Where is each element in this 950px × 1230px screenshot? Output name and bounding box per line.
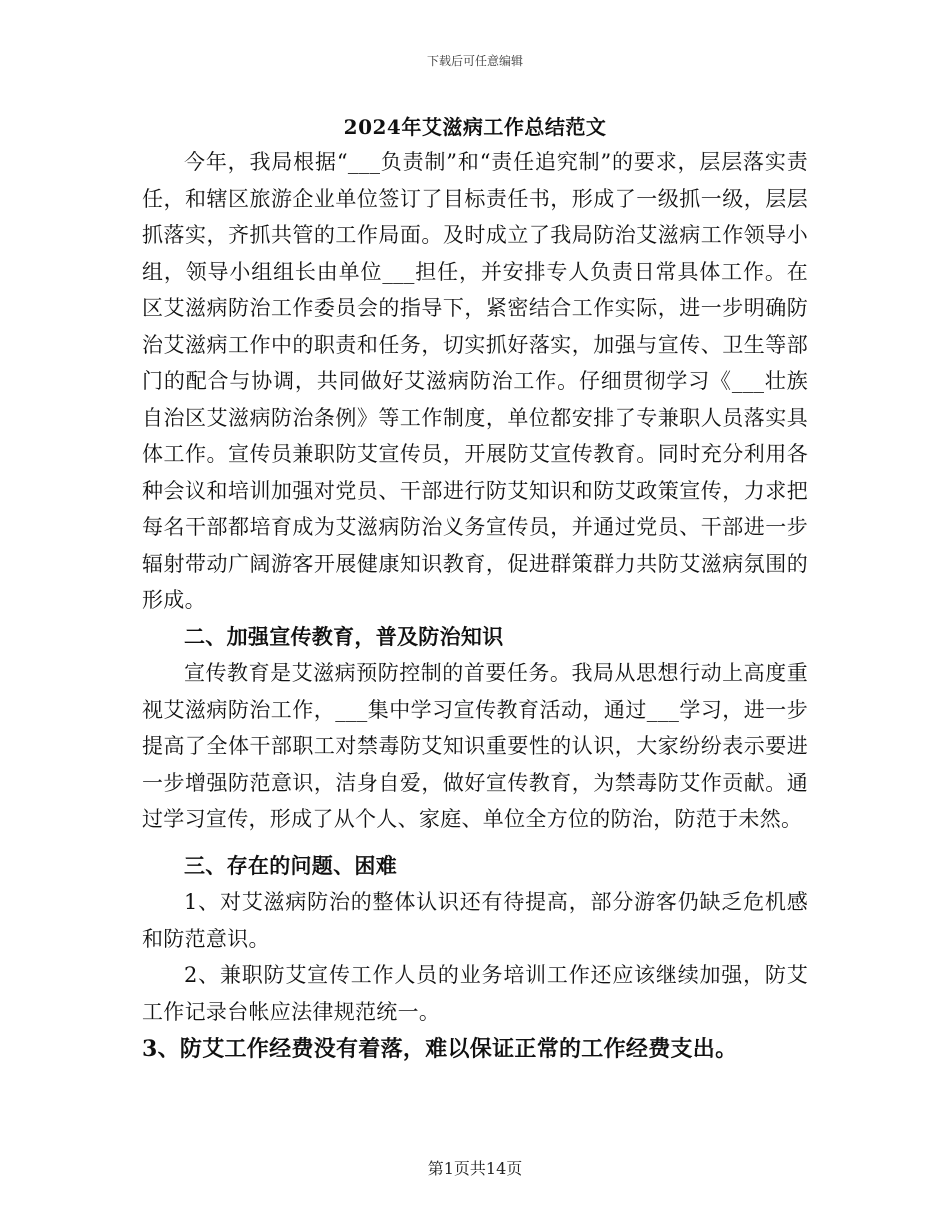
section-heading-3: 三、存在的问题、困难 <box>184 852 397 878</box>
page-footer: 第1页共14页 <box>427 1159 523 1178</box>
paragraph-problem-2: 2、兼职防艾宣传工作人员的业务培训工作还应该继续加强，防艾工作记录台帐应法律规范统一。 <box>142 963 808 1024</box>
header-note: 下载后可任意编辑 <box>426 54 523 68</box>
paragraph-education: 宣传教育是艾滋病预防控制的首要任务。我局从思想行动上高度重视艾滋病防治工作，___集中学习宣传教育活动，通过___学习，进一步提高了全体干部职工对禁毒防艾知识重要性的认识，大家纷纷表示要进一步增强防范意识，洁身自爱，做好宣传教育，为禁毒防艾作贡献。通过学习宣传，形成了从个人、家庭、单位全方位的防治，防范于未然。 <box>142 661 808 831</box>
section-heading-2: 二、加强宣传教育，普及防治知识 <box>184 623 504 649</box>
paragraph-problem-1: 1、对艾滋病防治的整体认识还有待提高，部分游客仍缺乏危机感和防范意识。 <box>142 890 808 951</box>
paragraph-intro: 今年，我局根据“___负责制”和“责任追究制”的要求，层层落实责任，和辖区旅游企业单位签订了目标责任书，形成了一级抓一级，层层抓落实，齐抓共管的工作局面。及时成立了我局防治艾滋病工作领导小组，领导小组组长由单位___担任，并安排专人负责日常具体工作。在区艾滋病防治工作委员会的指导下，紧密结合工作实际，进一步明确防治艾滋病工作中的职责和任务，切实抓好落实，加强与宣传、卫生等部门的配合与协调，共同做好艾滋病防治工作。仔细贯彻学习《___壮族自治区艾滋病防治条例》等工作制度，单位都安排了专兼职人员落实具体工作。宣传员兼职防艾宣传员，开展防艾宣传教育。同时充分利用各种会议和培训加强对党员、干部进行防艾知识和防艾政策宣传，力求把每名干部都培育成为艾滋病防治义务宣传员，并通过党员、干部进一步辐射带动广阔游客开展健康知识教育，促进群策群力共防艾滋病氛围的形成。 <box>142 150 808 612</box>
document-body <box>142 112 808 1068</box>
document-title: 2024年艾滋病工作总结范文 <box>343 115 607 139</box>
problem-3-heading: 3、防艾工作经费没有着落，难以保证正常的工作经费支出。 <box>142 1036 738 1062</box>
